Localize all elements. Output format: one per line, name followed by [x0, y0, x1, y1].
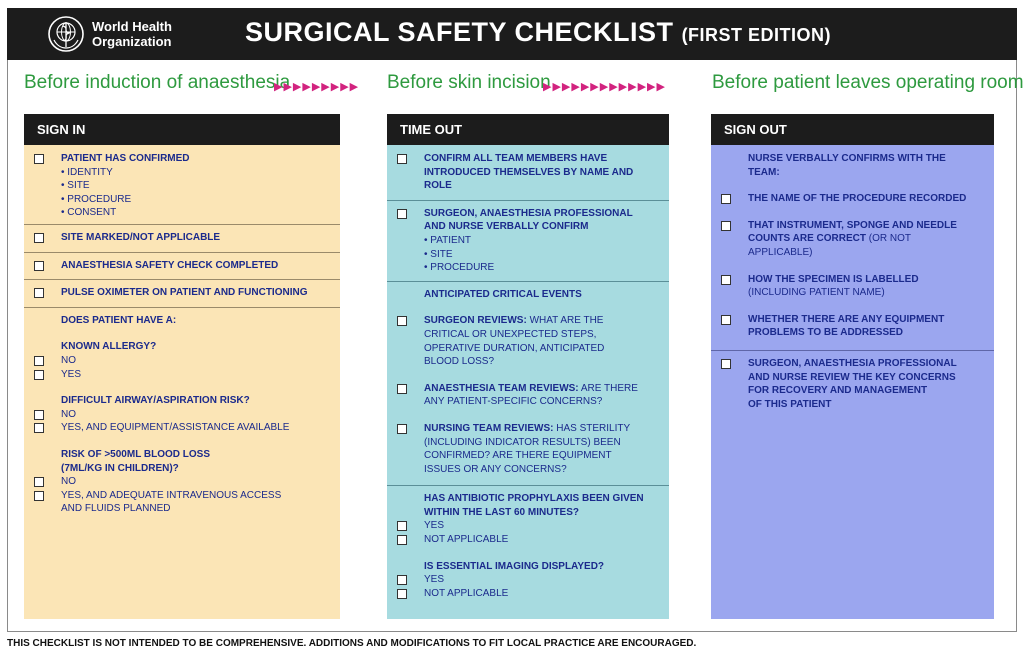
- checkbox[interactable]: [397, 209, 407, 219]
- checkbox[interactable]: [34, 370, 44, 380]
- checklist-item-continued: CONFIRMED? ARE THERE EQUIPMENT: [424, 450, 612, 462]
- checklist-item: YES: [387, 519, 669, 533]
- checklist-item: HOW THE SPECIMEN IS LABELLED: [711, 273, 994, 287]
- checkbox[interactable]: [34, 423, 44, 433]
- verbal-confirm-section: [387, 201, 669, 282]
- checklist-item: THAT INSTRUMENT, SPONGE AND NEEDLE: [711, 219, 994, 233]
- who-name-line1: World Health: [92, 19, 172, 34]
- checklist-item-continued: ANY PATIENT-SPECIFIC CONCERNS?: [424, 396, 603, 408]
- phase-before-induction: Before induction of anaesthesia: [24, 72, 291, 93]
- checklist-item: NOT APPLICABLE: [387, 587, 669, 601]
- checklist-item: NO: [24, 475, 340, 489]
- checklist-item-continued: (INCLUDING PATIENT NAME): [748, 287, 885, 299]
- checklist-item: PATIENT HAS CONFIRMED: [24, 152, 340, 166]
- checklist-item-continued: ROLE: [424, 180, 452, 192]
- checkbox[interactable]: [34, 477, 44, 487]
- who-name: [92, 19, 172, 49]
- bullet-item: • PATIENT: [387, 234, 669, 248]
- checklist-item: YES, AND ADEQUATE INTRAVENOUS ACCESS: [24, 489, 340, 503]
- checklist-item-continued: ISSUES OR ANY CONCERNS?: [424, 463, 567, 475]
- question-label: NURSE VERBALLY CONFIRMS WITH THE: [748, 153, 946, 164]
- checkbox[interactable]: [34, 410, 44, 420]
- question-label: WITHIN THE LAST 60 MINUTES?: [424, 506, 579, 518]
- page-title: [245, 17, 831, 48]
- antibiotic-imaging-section: [387, 486, 669, 600]
- sign-out-heading: SIGN OUT: [711, 114, 994, 145]
- sign-in-column: [24, 114, 340, 619]
- checklist-item: YES: [387, 573, 669, 587]
- checkbox[interactable]: [721, 359, 731, 369]
- bullet-item: • PROCEDURE: [24, 193, 340, 207]
- checklist-item: YES: [24, 368, 340, 382]
- checklist-item: ANAESTHESIA SAFETY CHECK COMPLETED: [24, 259, 340, 273]
- checkbox[interactable]: [721, 275, 731, 285]
- question-label: IS ESSENTIAL IMAGING DISPLAYED?: [424, 560, 605, 572]
- checkbox[interactable]: [397, 384, 407, 394]
- checklist-item: YES, AND EQUIPMENT/ASSISTANCE AVAILABLE: [24, 421, 340, 435]
- arrow-icons-1: ▶▶▶▶▶▶▶▶▶: [274, 81, 360, 93]
- checkbox[interactable]: [397, 154, 407, 164]
- pulse-oximeter-section: [24, 280, 340, 308]
- time-out-column: [387, 114, 669, 619]
- arrow-icons-2: ▶▶▶▶▶▶▶▶▶▶▶▶▶: [543, 81, 666, 93]
- question-label: RISK OF >500ML BLOOD LOSS: [61, 448, 211, 460]
- checkbox[interactable]: [34, 491, 44, 501]
- sign-in-body: [24, 145, 340, 619]
- anaesthesia-check-section: [24, 253, 340, 281]
- question-label: (7ML/KG IN CHILDREN)?: [61, 462, 179, 474]
- checklist-item: THE NAME OF THE PROCEDURE RECORDED: [711, 192, 994, 206]
- question-label: DOES PATIENT HAVE A:: [61, 314, 177, 326]
- checklist-item-continued: CRITICAL OR UNEXPECTED STEPS,: [424, 328, 597, 340]
- checklist-item: ANAESTHESIA TEAM REVIEWS: ARE THERE: [387, 382, 669, 396]
- checkbox[interactable]: [34, 233, 44, 243]
- checkbox[interactable]: [721, 221, 731, 231]
- checklist-item: NURSING TEAM REVIEWS: HAS STERILITY: [387, 422, 669, 436]
- question-label: HAS ANTIBIOTIC PROPHYLAXIS BEEN GIVEN: [424, 493, 644, 505]
- checklist-item-continued: AND NURSE VERBALLY CONFIRM: [424, 221, 589, 233]
- who-emblem-icon: [46, 14, 86, 54]
- checklist-item: CONFIRM ALL TEAM MEMBERS HAVE: [387, 152, 669, 166]
- checklist-item-continued: (INCLUDING INDICATOR RESULTS) BEEN: [424, 436, 621, 448]
- who-name-line2: Organization: [92, 34, 172, 49]
- checklist-item: SURGEON REVIEWS: WHAT ARE THE: [387, 314, 669, 328]
- checklist-item-continued: INTRODUCED THEMSELVES BY NAME AND: [424, 166, 634, 178]
- sign-out-body: [711, 145, 994, 619]
- bullet-item: • SITE: [24, 179, 340, 193]
- bullet-item: • SITE: [387, 248, 669, 262]
- checklist-item-continued: AND FLUIDS PLANNED: [61, 503, 171, 515]
- checklist-item-continued: BLOOD LOSS?: [424, 356, 495, 368]
- patient-risks-section: [24, 308, 340, 516]
- team-intro-section: [387, 145, 669, 201]
- key-concerns-section: [711, 351, 994, 411]
- checklist-item: PULSE OXIMETER ON PATIENT AND FUNCTIONING: [24, 286, 340, 300]
- checkbox[interactable]: [397, 521, 407, 531]
- sign-out-column: [711, 114, 994, 619]
- edition-text: (FIRST EDITION): [681, 25, 832, 45]
- checklist-item: WHETHER THERE ARE ANY EQUIPMENT: [711, 313, 994, 327]
- checkbox[interactable]: [397, 424, 407, 434]
- time-out-body: [387, 145, 669, 619]
- question-label: TEAM:: [748, 166, 780, 178]
- checkbox[interactable]: [34, 356, 44, 366]
- checkbox[interactable]: [397, 535, 407, 545]
- checklist-item: SITE MARKED/NOT APPLICABLE: [24, 231, 340, 245]
- checklist-item-continued: OPERATIVE DURATION, ANTICIPATED: [424, 342, 605, 354]
- checkbox[interactable]: [397, 575, 407, 585]
- checklist-item-continued: FOR RECOVERY AND MANAGEMENT: [748, 385, 928, 397]
- checklist-item-continued: PROBLEMS TO BE ADDRESSED: [748, 327, 904, 339]
- checkbox[interactable]: [721, 315, 731, 325]
- question-label: ANTICIPATED CRITICAL EVENTS: [424, 288, 582, 300]
- checklist-item: NO: [24, 354, 340, 368]
- checklist-item-continued: COUNTS ARE CORRECT (OR NOT: [748, 233, 911, 245]
- checklist-item: NO: [24, 408, 340, 422]
- nurse-confirms-section: [711, 145, 994, 351]
- checkbox[interactable]: [34, 288, 44, 298]
- bullet-item: • CONSENT: [24, 206, 340, 220]
- checklist-item-continued: APPLICABLE): [748, 246, 813, 258]
- checkbox[interactable]: [397, 589, 407, 599]
- sign-in-heading: SIGN IN: [24, 114, 340, 145]
- patient-confirmed-section: [24, 145, 340, 225]
- disclaimer-footer: THIS CHECKLIST IS NOT INTENDED TO BE COMPREHENSIVE. ADDITIONS AND MODIFICATIONS TO FIT LOCAL PRACTICE ARE ENCOURAGED.: [7, 638, 697, 649]
- checklist-item-continued: AND NURSE REVIEW THE KEY CONCERNS: [748, 371, 956, 383]
- critical-events-section: [387, 282, 669, 487]
- site-marked-section: [24, 225, 340, 253]
- bullet-item: • IDENTITY: [24, 166, 340, 180]
- checklist-item-continued: OF THIS PATIENT: [748, 398, 832, 410]
- checklist-item: NOT APPLICABLE: [387, 533, 669, 547]
- checkbox[interactable]: [721, 194, 731, 204]
- time-out-heading: TIME OUT: [387, 114, 669, 145]
- bullet-item: • PROCEDURE: [387, 261, 669, 275]
- checkbox[interactable]: [34, 261, 44, 271]
- phase-before-incision: Before skin incision: [387, 72, 551, 93]
- checkbox[interactable]: [34, 154, 44, 164]
- checklist-item: SURGEON, ANAESTHESIA PROFESSIONAL: [711, 357, 994, 371]
- title-bar: [7, 8, 1017, 60]
- question-label: KNOWN ALLERGY?: [61, 341, 157, 353]
- phase-before-leaving: Before patient leaves operating room: [712, 72, 1024, 93]
- checklist-item: SURGEON, ANAESTHESIA PROFESSIONAL: [387, 207, 669, 221]
- title-text: SURGICAL SAFETY CHECKLIST: [245, 17, 674, 47]
- question-label: DIFFICULT AIRWAY/ASPIRATION RISK?: [61, 395, 250, 407]
- checkbox[interactable]: [397, 316, 407, 326]
